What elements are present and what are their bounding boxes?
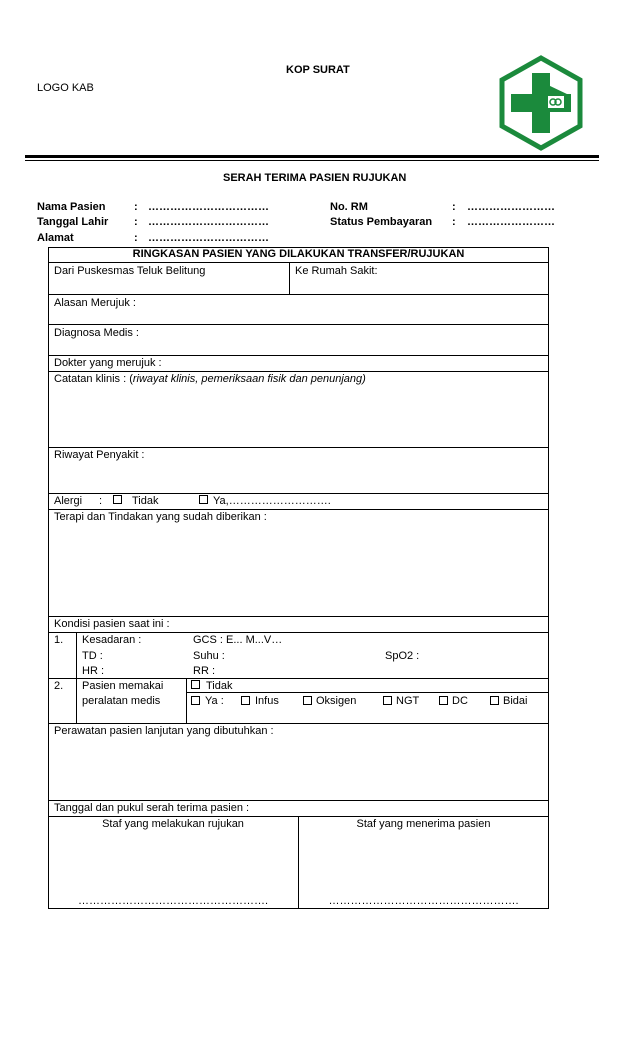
row-divider [48, 355, 549, 356]
ke-rumah-sakit-field[interactable]: Ke Rumah Sakit: [295, 265, 378, 277]
header-rule-thin [25, 160, 599, 161]
pasien-memakai-label: Pasien memakai [82, 680, 164, 692]
alamat-value[interactable]: …………………………… [148, 232, 269, 244]
no-rm-label: No. RM [330, 201, 368, 213]
row-divider [48, 678, 549, 679]
kop-surat-label: KOP SURAT [286, 64, 350, 76]
bidai-label: Bidai [503, 695, 528, 707]
row-divider [48, 371, 549, 372]
peralatan-medis-label: peralatan medis [82, 695, 161, 707]
no-rm-colon: : [452, 201, 456, 213]
riwayat-penyakit-field[interactable]: Riwayat Penyakit : [54, 449, 145, 461]
alergi-colon: : [99, 495, 103, 507]
tanggal-lahir-value[interactable]: …………………………… [148, 216, 269, 228]
alasan-merujuk-field[interactable]: Alasan Merujuk : [54, 297, 136, 309]
tanggal-lahir-colon: : [134, 216, 138, 228]
alamat-label: Alamat [37, 232, 74, 244]
terapi-tindakan-field[interactable]: Terapi dan Tindakan yang sudah diberikan : [54, 511, 267, 523]
staf-menerima-label: Staf yang menerima pasien [356, 818, 491, 830]
dc-checkbox[interactable] [439, 696, 448, 705]
status-pembayaran-value[interactable]: …………………… [467, 216, 555, 228]
form-section-title: RINGKASAN PASIEN YANG DILAKUKAN TRANSFER/RUJUKAN [132, 248, 465, 260]
equipment-col-divider [186, 678, 187, 723]
alergi-ya-field[interactable]: Ya,………………………. [213, 495, 331, 507]
alergi-tidak-label: Tidak [132, 495, 159, 507]
alat-tidak-label: Tidak [206, 680, 233, 692]
suhu-field[interactable]: Suhu : [193, 650, 225, 662]
header-rule-thick [25, 155, 599, 158]
infus-checkbox[interactable] [241, 696, 250, 705]
oksigen-checkbox[interactable] [303, 696, 312, 705]
row-divider [48, 632, 549, 633]
td-field[interactable]: TD : [82, 650, 103, 662]
dc-label: DC [452, 695, 468, 707]
kesadaran-label: Kesadaran : [82, 634, 142, 646]
infus-label: Infus [255, 695, 279, 707]
spo2-field[interactable]: SpO2 : [385, 650, 420, 662]
row-divider [186, 692, 549, 693]
ngt-label: NGT [396, 695, 420, 707]
row-divider [48, 294, 549, 295]
rr-field[interactable]: RR : [193, 665, 215, 677]
dokter-merujuk-field[interactable]: Dokter yang merujuk : [54, 357, 162, 369]
logo-kab-placeholder: LOGO KAB [37, 82, 94, 94]
alergi-ya-checkbox[interactable] [199, 495, 208, 504]
nama-pasien-value[interactable]: …………………………… [148, 201, 269, 213]
staf-melakukan-label: Staf yang melakukan rujukan [102, 818, 244, 830]
catatan-klinis-field[interactable] [54, 373, 366, 386]
perawatan-lanjutan-field[interactable]: Perawatan pasien lanjutan yang dibutuhkan : [54, 725, 274, 737]
kondisi-pasien-label: Kondisi pasien saat ini : [54, 618, 170, 630]
status-pembayaran-label: Status Pembayaran [330, 216, 433, 228]
alamat-colon: : [134, 232, 138, 244]
nama-pasien-label: Nama Pasien [37, 201, 106, 213]
row-divider [48, 723, 549, 724]
row-divider [48, 447, 549, 448]
tanggal-pukul-field[interactable]: Tanggal dan pukul serah terima pasien : [54, 802, 250, 814]
catatan-klinis-label: Catatan klinis : ( [54, 373, 133, 385]
item-number-1: 1. [54, 634, 64, 646]
item-number-2: 2. [54, 680, 64, 692]
row-divider [48, 262, 549, 263]
bidai-checkbox[interactable] [490, 696, 499, 705]
puskesmas-logo-icon [498, 55, 584, 151]
row-divider [48, 324, 549, 325]
col-divider [289, 262, 290, 294]
ngt-checkbox[interactable] [383, 696, 392, 705]
gcs-field[interactable]: GCS : E... M...V… [193, 634, 283, 646]
row-divider [48, 616, 549, 617]
alergi-label: Alergi [54, 495, 83, 507]
dari-puskesmas-text: Dari Puskesmas Teluk Belitung [54, 265, 206, 277]
status-pembayaran-colon: : [452, 216, 456, 228]
alat-ya-checkbox[interactable] [191, 696, 200, 705]
row-divider [48, 509, 549, 510]
alat-tidak-checkbox[interactable] [191, 680, 200, 689]
no-rm-value[interactable]: …………………… [467, 201, 555, 213]
row-divider [48, 800, 549, 801]
alergi-tidak-checkbox[interactable] [113, 495, 122, 504]
alat-ya-label: Ya : [205, 695, 224, 707]
diagnosa-medis-field[interactable]: Diagnosa Medis : [54, 327, 139, 339]
nama-pasien-colon: : [134, 201, 138, 213]
row-divider [48, 493, 549, 494]
page-title: SERAH TERIMA PASIEN RUJUKAN [223, 172, 407, 184]
signature-line-sender[interactable]: ……………………………………………. [77, 895, 269, 907]
signature-line-receiver[interactable]: ……………………………………………. [328, 895, 519, 907]
hr-field[interactable]: HR : [82, 665, 104, 677]
catatan-klinis-hint: riwayat klinis, pemeriksaan fisik dan penunjang) [132, 373, 366, 385]
tanggal-lahir-label: Tanggal Lahir [37, 216, 109, 228]
oksigen-label: Oksigen [316, 695, 357, 707]
